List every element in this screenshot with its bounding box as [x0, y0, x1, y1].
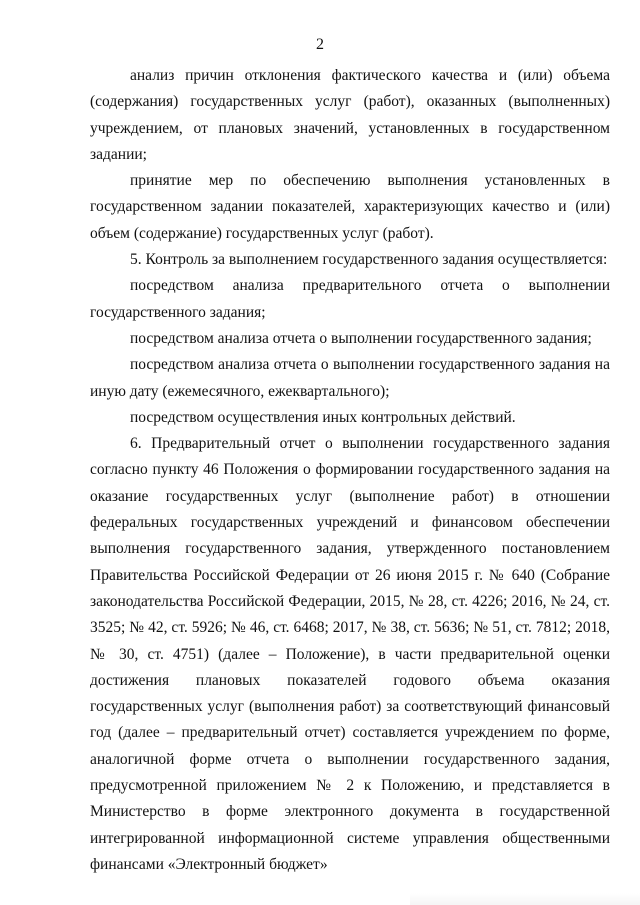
scan-edge-shadow — [410, 893, 640, 905]
list-paragraph: посредством осуществления иных контрольных действий. — [130, 408, 516, 426]
list-paragraph: посредством анализа предварительного отчета о выполнении государственного задания; — [90, 277, 610, 321]
paragraph: принятие мер по обеспечению выполнения установленных в государственном задании показателей, характеризующих качество и (или) объем (содержание) государственных услуг (работ). — [90, 172, 610, 242]
section-heading-paragraph: 5. Контроль за выполнением государственного задания осуществляется: — [130, 251, 608, 269]
document-body — [90, 63, 610, 878]
paragraph: 6. Предварительный отчет о выполнении государственного задания согласно пункту 46 Положения о формировании государственного задания на оказание государственных услуг (выполнение работ) в отношении федеральных государственных учреждений и финансовом обеспечении выполнения государственного задания, утвержденного постановлением Правительства Российской Федерации от 26 июня 2015 г. № 640 (Собрание законодательства Российской Федерации, 2015, № 28, ст. 4226; 2016, № 24, ст. 3525; № 42, ст. 5926; № 46, ст. 6468; 2017, № 38, ст. 5636; № 51, ст. 7812; 2018, № 30, ст. 4751) (далее – Положение), в части предварительной оценки достижения плановых показателей годового объема оказания государственных услуг (выполнения работ) за соответствующий финансовый год (далее – предварительный отчет) составляется учреждением по форме, аналогичной форме отчета о выполнении государственного задания, предусмотренной приложением № 2 к Положению, и представляется в Министерство в форме электронного документа в государственной интегрированной информационной системе управления общественными финансами «Электронный бюджет» — [90, 435, 610, 873]
list-paragraph: посредством анализа отчета о выполнении государственного задания; — [130, 329, 592, 347]
page-number: 2 — [316, 36, 324, 53]
list-paragraph: посредством анализа отчета о выполнении государственного задания на иную дату (ежемесячного, ежеквартального); — [90, 356, 610, 400]
paragraph: анализ причин отклонения фактического качества и (или) объема (содержания) государственных услуг (работ), оказанных (выполненных) учреждением, от плановых значений, установленных в государственном задании; — [90, 67, 610, 163]
